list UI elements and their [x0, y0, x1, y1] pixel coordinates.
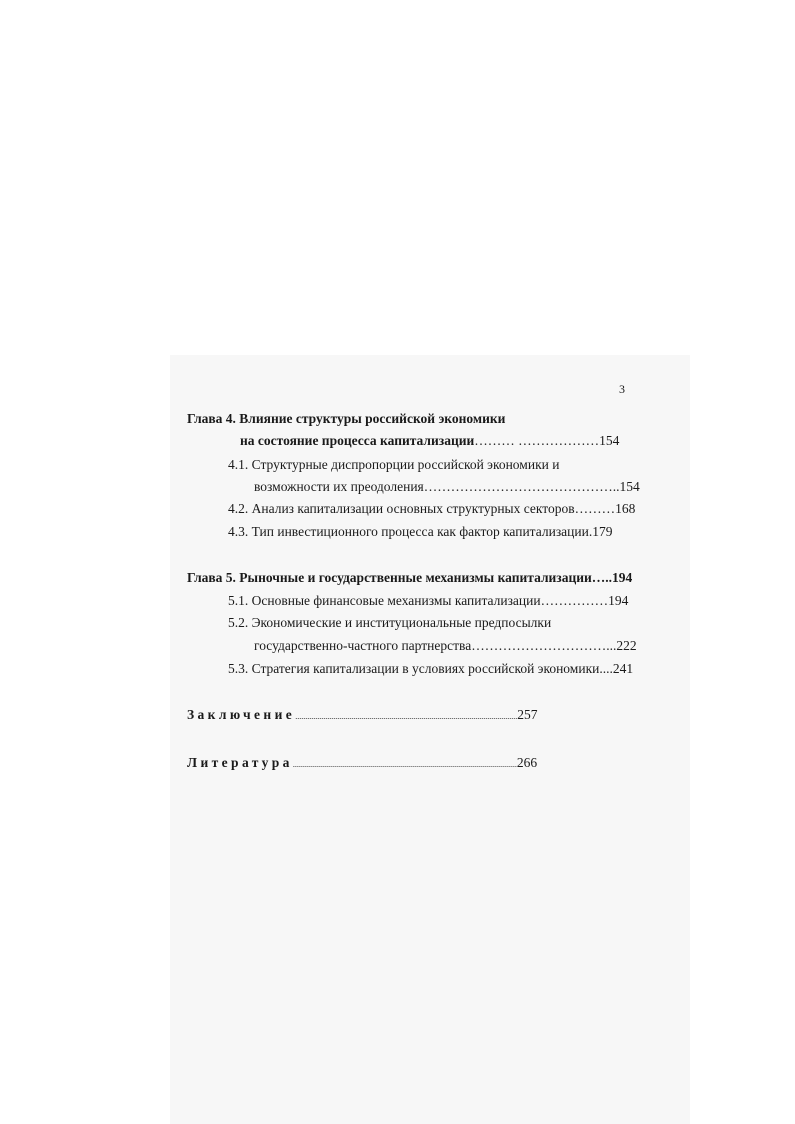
conclusion-leader: ............................................................................................................... — [295, 712, 518, 721]
chapter-5-title: Глава 5. Рыночные и государственные механизмы капитализации…..194 — [187, 570, 633, 585]
section-4-3: 4.3. Тип инвестиционного процесса как фактор капитализации.179 — [228, 524, 613, 539]
literature-label: Литература — [187, 755, 293, 770]
conclusion-entry — [187, 706, 537, 726]
literature-entry — [187, 754, 537, 774]
section-5-3: 5.3. Стратегия капитализации в условиях российской экономики....241 — [228, 661, 634, 676]
section-5-2-line-2: государственно-частного партнерства…………………………...222 — [254, 638, 637, 653]
section-5-1: 5.1. Основные финансовые механизмы капитализации……………194 — [228, 593, 629, 608]
section-4-1-line-1: 4.1. Структурные диспропорции российской экономики и — [228, 457, 560, 472]
chapter-4-leader: ……… ………………154 — [474, 433, 620, 448]
section-4-2: 4.2. Анализ капитализации основных структурных секторов………168 — [228, 501, 636, 516]
literature-page: 266 — [516, 755, 538, 770]
section-5-2-line-1: 5.2. Экономические и институциональные предпосылки — [228, 615, 552, 630]
literature-leader: ................................................................................................................ — [292, 760, 517, 769]
conclusion-page: 257 — [517, 707, 538, 722]
chapter-4-title-line-2 — [240, 432, 619, 450]
chapter-4-title-line-1: Глава 4. Влияние структуры российской экономики — [187, 411, 506, 426]
chapter-4-title-text: на состояние процесса капитализации — [240, 433, 475, 448]
section-4-1-line-2: возможности их преодоления……………………………………..154 — [254, 479, 640, 494]
conclusion-label: Заключение — [187, 707, 296, 722]
page-number: 3 — [619, 382, 625, 396]
